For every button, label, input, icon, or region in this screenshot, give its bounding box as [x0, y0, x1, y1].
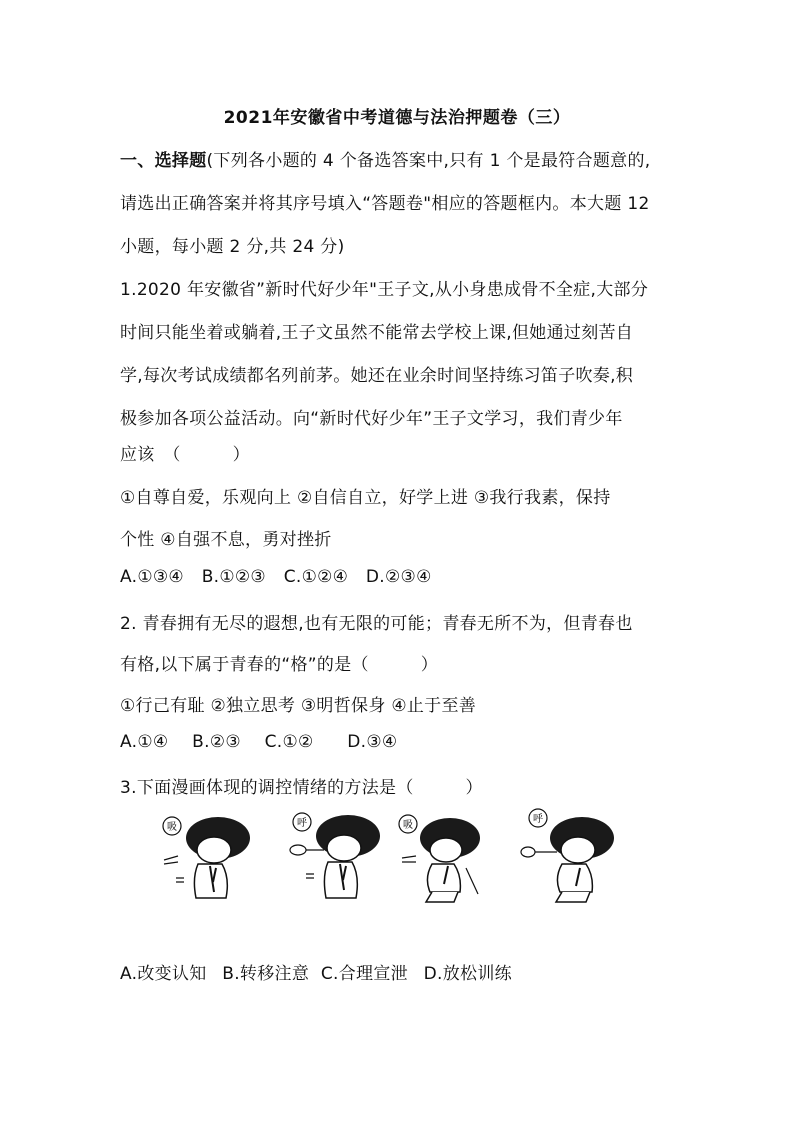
q1-option-a[interactable]: A.①③④ — [120, 567, 184, 587]
q1-option-c[interactable]: C.①②④ — [283, 567, 349, 587]
q2-stem-line: 2. 青春拥有无尽的遐想,也有无限的可能；青春无所不为，但青春也 — [120, 614, 633, 634]
section-intro-text: (下列各小题的 4 个备选答案中,只有 1 个是最符合题意的, — [206, 151, 651, 171]
cartoon-label-2: 呼 — [297, 818, 307, 829]
q1-option-d[interactable]: D.②③④ — [365, 567, 432, 587]
q3-option-a[interactable]: A.改变认知 — [120, 964, 207, 984]
q1-stem-line: 时间只能坐着或躺着,王子文虽然不能常去学校上课,但她通过刻苦自 — [120, 323, 634, 343]
q2-option-b[interactable]: B.②③ — [192, 732, 241, 752]
q1-stem-line: 极参加各项公益活动。向“新时代好少年”王子文学习，我们青少年 — [120, 409, 623, 429]
q3-options — [120, 959, 524, 984]
page-title: 2021年安徽省中考道德与法治押题卷（三） — [223, 108, 571, 128]
cartoon-label-4: 呼 — [533, 814, 543, 825]
section-intro-line: 小题，每小题 2 分,共 24 分) — [120, 237, 345, 257]
q1-option-b[interactable]: B.①②③ — [201, 567, 266, 587]
section-intro-line — [120, 146, 651, 171]
q2-option-d[interactable]: D.③④ — [347, 732, 398, 752]
q2-options — [120, 732, 409, 752]
q1-stem-line: 学,每次考试成绩都名列前茅。她还在业余时间坚持练习笛子吹奏,积 — [120, 366, 634, 386]
q2-option-a[interactable]: A.①④ — [120, 732, 169, 752]
cartoon-figure-1 — [163, 817, 250, 898]
q1-items-line: 个性 ④自强不息，勇对挫折 — [120, 530, 332, 550]
q2-items-line: ①行己有耻 ②独立思考 ③明哲保身 ④止于至善 — [120, 696, 477, 716]
section-heading: 一、选择题 — [120, 151, 207, 171]
cartoon-label-1: 吸 — [167, 822, 177, 833]
breathing-cartoon — [150, 808, 640, 913]
q1-options — [120, 567, 444, 587]
q1-items-line: ①自尊自爱，乐观向上 ②自信自立，好学上进 ③我行我素，保持 — [120, 488, 611, 508]
q3-option-b[interactable]: B.转移注意 — [222, 964, 310, 984]
q3-stem-line: 3.下面漫画体现的调控情绪的方法是（ ） — [120, 778, 483, 798]
q1-stem-line: 1.2020 年安徽省”新时代好少年"王子文,从小身患成骨不全症,大部分 — [120, 280, 649, 300]
q3-option-d[interactable]: D.放松训练 — [423, 964, 512, 984]
q2-option-c[interactable]: C.①② — [264, 732, 314, 752]
section-intro-line: 请选出正确答案并将其序号填入“答题卷"相应的答题框内。本大题 12 — [120, 194, 650, 214]
q2-stem-line: 有格,以下属于青春的“格”的是（ ） — [120, 655, 439, 675]
cartoon-figure-3 — [399, 815, 480, 902]
q3-option-c[interactable]: C.合理宣泄 — [320, 964, 408, 984]
cartoon-figure-4 — [521, 809, 614, 902]
cartoon-label-3: 吸 — [403, 820, 413, 831]
q1-stem-line: 应该 （ ） — [120, 445, 250, 465]
cartoon-figure-2 — [290, 813, 380, 898]
